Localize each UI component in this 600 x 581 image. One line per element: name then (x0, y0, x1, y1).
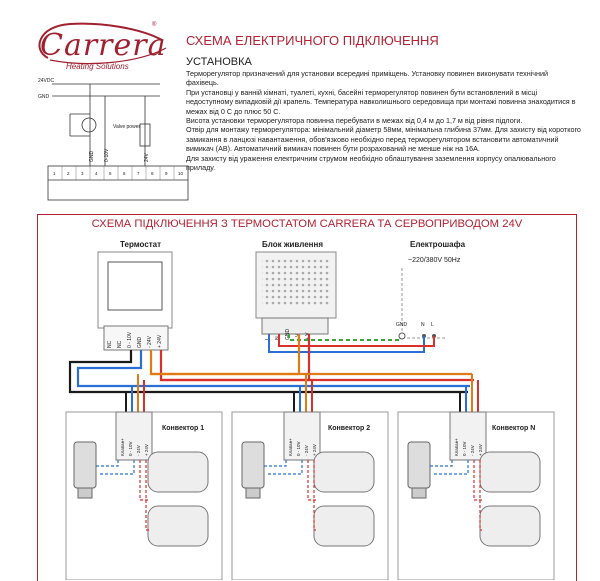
mini-terminal: 6 (123, 171, 126, 176)
thermostat-terminal: GND (137, 336, 143, 348)
convector-n (398, 412, 554, 580)
mini-wire-gnd: GND (89, 150, 95, 162)
psu-terminal: - V (295, 333, 301, 340)
psu-terminal: GND (285, 328, 291, 340)
paragraph: Висота установки терморегулятора повинна перебувати в межах від 0,4 м до 1,7 м від рівня підлоги. (186, 116, 523, 126)
convector-terminal: + 24V (478, 444, 483, 456)
cabinet-voltage: ~220/380V 50Hz (408, 257, 461, 264)
psu-vent-holes (262, 258, 330, 306)
convector-terminal: Клапан+ (120, 438, 125, 456)
wiring-section-title: СХЕМА ПІДКЛЮЧЕННЯ З ТЕРМОСТАТОМ CARRERA ТА СЕРВОПРИВОДОМ 24V (91, 218, 523, 230)
logo-reg-mark: ® (152, 22, 157, 28)
servo-actuator-icon (74, 442, 96, 488)
convector-terminal: + 24V (312, 444, 317, 456)
psu-terminal: + V (305, 332, 311, 340)
servo-actuator-icon (408, 442, 430, 488)
cabinet-terminal-l: L (431, 322, 434, 328)
ground-terminal-icon (399, 333, 405, 339)
convector-terminal: Клапан+ (454, 438, 459, 456)
mini-terminal: 10 (178, 171, 184, 176)
convector-terminal: - 24V (304, 445, 309, 456)
thermostat-terminal: + 24V (157, 334, 163, 348)
thermostat-terminal: 0 - 10V (127, 331, 133, 348)
cabinet-terminal-n: N (421, 322, 425, 328)
paragraph: Отвір для монтажу терморегулятора: мінімальний діаметр 58мм, мінімальна глибина 37мм. Для захисту від короткого замикання в ланцюзі навантаження, обов'язково необхідно перед терморегулятором встановити автоматичний вимикач (АВ). Автоматичний вимикач повинен бути розрахований не менше ніж на 16А. (186, 125, 581, 154)
psu-terminal: L (265, 337, 271, 340)
paragraph: Терморегулятор призначений для установки всередині приміщень. Установку повинен виконувати технічний фахівець. (186, 69, 549, 88)
thermostat-terminal: - 24V (147, 336, 153, 348)
convector-terminal: 0 - 10V (128, 441, 133, 456)
thermostat-terminal: NC (107, 340, 113, 348)
mini-terminal: 4 (95, 171, 98, 176)
mini-terminal: 5 (109, 171, 112, 176)
mini-terminal: 1 (53, 171, 56, 176)
fan-icon (480, 506, 540, 546)
mini-label-24vdc: 24VDC (38, 78, 55, 84)
paragraph: Для захисту від ураження електричним струмом необхідно облаштування заземлення корпусу опалювального приладу. (186, 153, 556, 173)
convector-label: Конвектор 1 (162, 425, 205, 432)
fan-icon (314, 506, 374, 546)
convector-terminal: - 24V (470, 445, 475, 456)
fan-icon (314, 452, 374, 492)
convector-terminal: + 24V (144, 444, 149, 456)
cabinet-terminal-gnd: GND (396, 322, 408, 328)
convector-label: Конвектор N (492, 425, 536, 432)
servo-actuator-icon (242, 442, 264, 488)
thermostat-terminal: NC (117, 340, 123, 348)
convector-1 (66, 412, 222, 580)
thermostat-label: Термостат (120, 240, 162, 249)
psu-label: Блок живлення (262, 240, 323, 249)
convector-terminal: 0 - 10V (462, 441, 467, 456)
convector-terminal: - 24V (136, 445, 141, 456)
mini-terminal: 2 (67, 171, 70, 176)
fan-icon (148, 452, 208, 492)
psu-terminal-block (262, 318, 328, 334)
section-subtitle: УСТАНОВКА (186, 56, 252, 68)
thermostat-display (108, 262, 162, 310)
mini-label-valve: Valve power (113, 124, 141, 130)
mini-label-gnd: GND (38, 94, 50, 100)
mini-wire-24v: 24V (144, 153, 150, 162)
convector-terminal: 0 - 10V (296, 441, 301, 456)
convector-terminal: Клапан+ (288, 438, 293, 456)
logo-brand: Carrera (40, 28, 167, 63)
mini-terminal: 8 (151, 171, 154, 176)
paragraph: При установці у ванній кімнаті, туалеті, кухні, басейні терморегулятор повинен бути встановлений в місці недоступному випадковій дії крапель. Температура навколишнього середовища при монтажі повинна знаходитися в межах від 0 С до плюс 50 С. (186, 87, 576, 116)
convector-2 (232, 412, 388, 580)
mini-terminal: 9 (165, 171, 168, 176)
mini-terminal: 7 (137, 171, 140, 176)
mini-wire-010v: 0-10V (104, 148, 110, 162)
convector-label: Конвектор 2 (328, 425, 371, 432)
psu-terminal: N (275, 336, 281, 340)
cabinet-label: Електрошафа (410, 240, 466, 249)
mini-terminal: 3 (81, 171, 84, 176)
page-title: СХЕМА ЕЛЕКТРИЧНОГО ПІДКЛЮЧЕННЯ (186, 33, 439, 48)
logo-tagline: Heating Solutions (66, 62, 129, 71)
fan-icon (148, 506, 208, 546)
fan-icon (480, 452, 540, 492)
